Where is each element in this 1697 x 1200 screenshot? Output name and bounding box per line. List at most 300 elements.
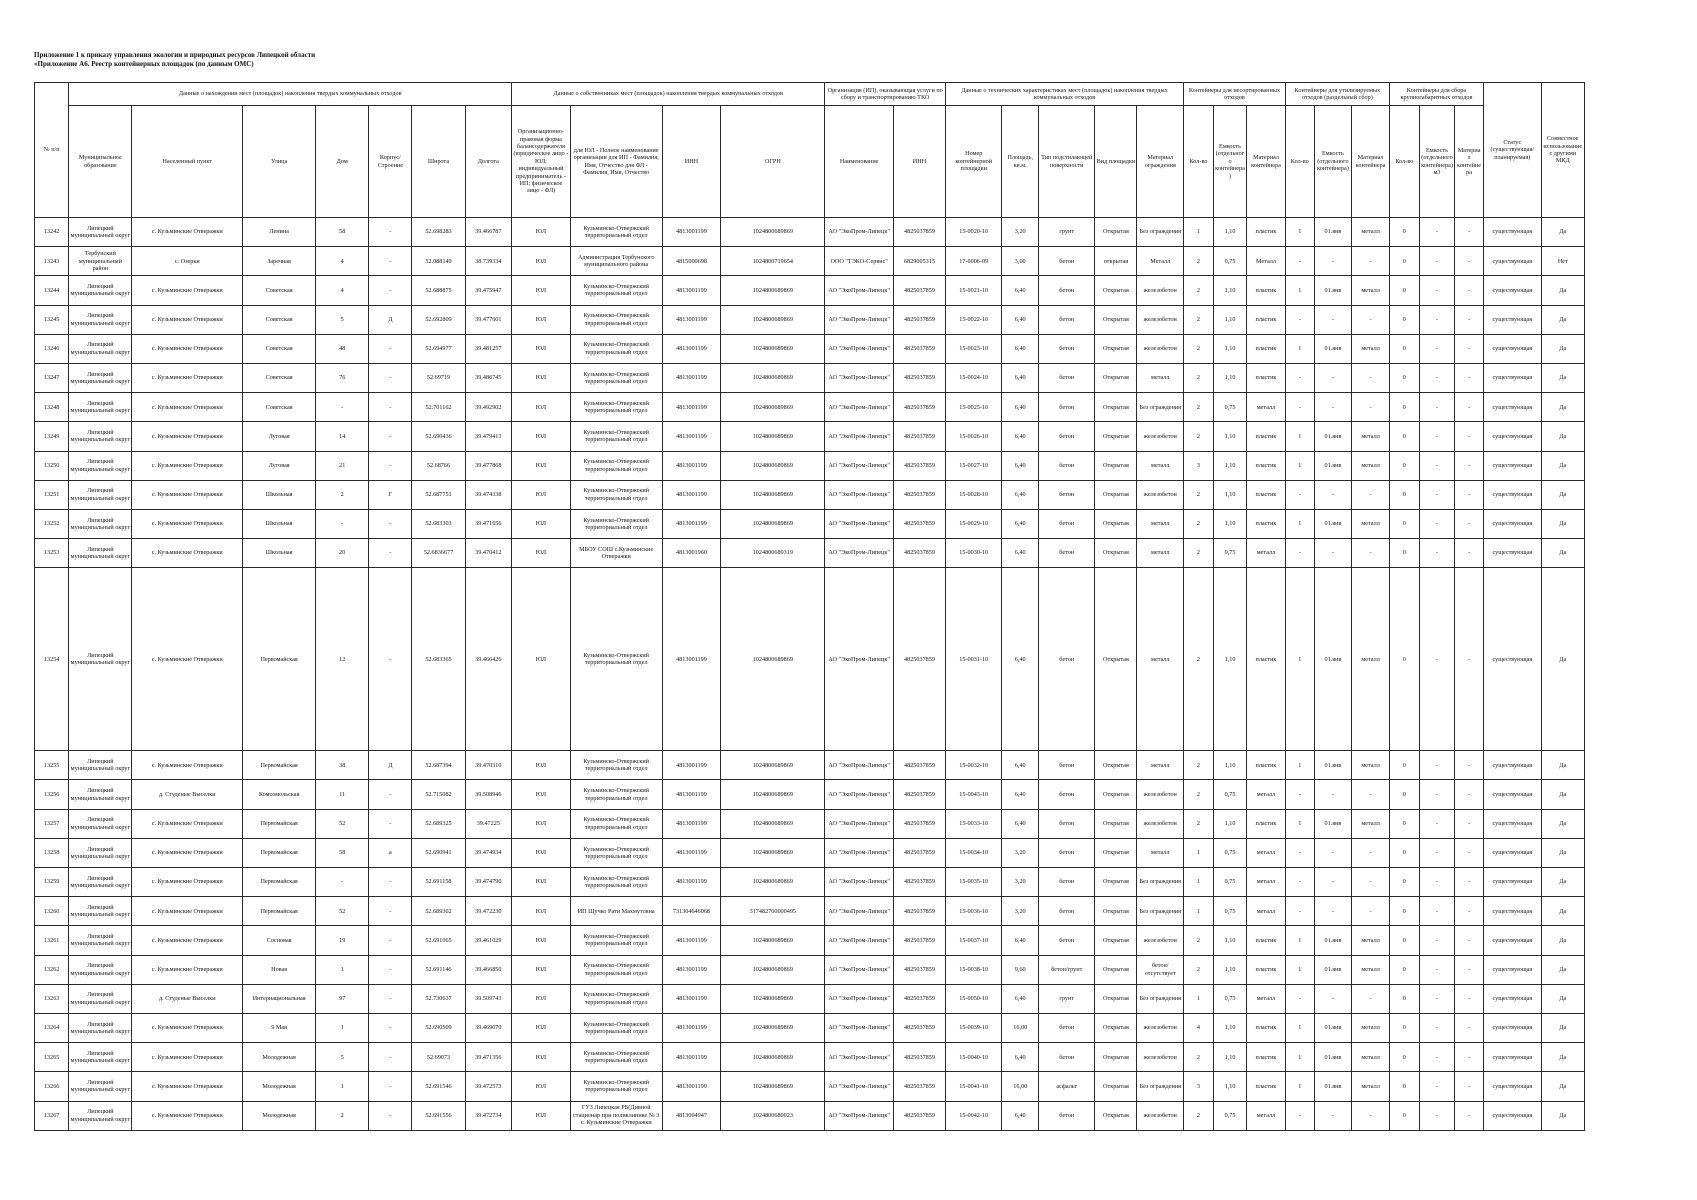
table-cell: - bbox=[1419, 838, 1454, 867]
table-cell: 15-0025-10 bbox=[946, 393, 1002, 422]
table-cell: Кузьминско-Отвержский территориальный отдел bbox=[570, 1072, 662, 1101]
table-cell: пластик bbox=[1247, 218, 1286, 247]
table-cell: 16,00 bbox=[1002, 1072, 1039, 1101]
table-cell: 52.69719 bbox=[412, 363, 465, 392]
table-cell: Да bbox=[1541, 509, 1584, 538]
table-cell: Липецкий муниципальный округ bbox=[69, 276, 132, 305]
table-cell: 13245 bbox=[35, 305, 69, 334]
table-cell: с. Кузьминские Отверажки bbox=[132, 218, 243, 247]
table-cell: 4813001199 bbox=[662, 868, 721, 897]
table-cell: - bbox=[1419, 868, 1454, 897]
table-cell: 52.687751 bbox=[412, 480, 465, 509]
table-cell: железобетон bbox=[1137, 305, 1184, 334]
table-cell: 1024800689869 bbox=[721, 334, 825, 363]
table-row bbox=[35, 751, 1585, 780]
table-cell: Кузьминско-Отвержский территориальный отдел bbox=[570, 480, 662, 509]
table-cell: 6,40 bbox=[1002, 276, 1039, 305]
table-cell: Да bbox=[1541, 1013, 1584, 1042]
table-cell: 1,10 bbox=[1213, 218, 1246, 247]
table-cell: Открытая bbox=[1095, 751, 1137, 780]
table-cell: - bbox=[1314, 363, 1352, 392]
table-cell: - bbox=[1455, 926, 1484, 955]
table-cell: 4813001199 bbox=[662, 955, 721, 984]
table-cell: Открытая bbox=[1095, 1101, 1137, 1130]
table-cell: 52.694977 bbox=[412, 334, 465, 363]
table-cell: - bbox=[369, 1072, 412, 1101]
table-cell: - bbox=[1419, 276, 1454, 305]
table-cell: - bbox=[1352, 305, 1390, 334]
table-cell: бетон/грунт bbox=[1038, 955, 1094, 984]
table-cell: Кузьминско-Отвержский территориальный отдел bbox=[570, 780, 662, 809]
table-cell: 6,40 bbox=[1002, 984, 1039, 1013]
table-cell: 1 bbox=[1285, 218, 1314, 247]
table-cell: 15-0024-10 bbox=[946, 363, 1002, 392]
table-cell: Липецкий муниципальный округ bbox=[69, 897, 132, 926]
table-cell: АО "ЭкоПром-Липецк" bbox=[825, 363, 894, 392]
table-cell: 15-0037-10 bbox=[946, 926, 1002, 955]
table-cell: 6,40 bbox=[1002, 809, 1039, 838]
table-cell: Кузьминско-Отвержский территориальный отдел bbox=[570, 926, 662, 955]
table-cell: - bbox=[1419, 568, 1454, 751]
table-cell: - bbox=[1455, 218, 1484, 247]
table-cell: металл bbox=[1352, 276, 1390, 305]
table-cell: Да bbox=[1541, 334, 1584, 363]
table-row bbox=[35, 1072, 1585, 1101]
table-cell: Открытая bbox=[1095, 539, 1137, 568]
table-cell: пластик bbox=[1247, 509, 1286, 538]
table-cell: Липецкий муниципальный округ bbox=[69, 568, 132, 751]
table-cell: 4813001199 bbox=[662, 305, 721, 334]
table-cell: 15-0023-10 bbox=[946, 334, 1002, 363]
table-cell: 20 bbox=[316, 539, 369, 568]
table-cell: 0,75 bbox=[1213, 393, 1246, 422]
table-cell: - bbox=[1419, 218, 1454, 247]
table-row bbox=[35, 897, 1585, 926]
table-cell: 38.739334 bbox=[465, 247, 512, 276]
table-cell: 1024800689869 bbox=[721, 1013, 825, 1042]
table-cell: 6,40 bbox=[1002, 363, 1039, 392]
table-cell: ЮЛ bbox=[512, 838, 571, 867]
table-cell: 2 bbox=[1184, 539, 1214, 568]
table-cell: - bbox=[1314, 480, 1352, 509]
table-cell: грунт bbox=[1038, 218, 1094, 247]
table-cell: 4825037859 bbox=[893, 984, 945, 1013]
table-cell: существующая bbox=[1484, 926, 1542, 955]
table-cell: - bbox=[1455, 568, 1484, 751]
table-cell: 0 bbox=[1389, 1072, 1419, 1101]
table-cell: бетон bbox=[1038, 568, 1094, 751]
table-cell: - bbox=[1419, 334, 1454, 363]
table-cell: Липецкий муниципальный округ bbox=[69, 480, 132, 509]
table-cell: Да bbox=[1541, 751, 1584, 780]
table-cell: ЮЛ bbox=[512, 393, 571, 422]
table-cell: металл bbox=[1137, 838, 1184, 867]
table-cell: 6,40 bbox=[1002, 780, 1039, 809]
table-cell: существующая bbox=[1484, 809, 1542, 838]
table-cell: 01.янв bbox=[1314, 955, 1352, 984]
table-cell: Да bbox=[1541, 984, 1584, 1013]
table-cell: 4813001199 bbox=[662, 838, 721, 867]
table-row bbox=[35, 868, 1585, 897]
table-cell: 13263 bbox=[35, 984, 69, 1013]
table-cell: существующая bbox=[1484, 276, 1542, 305]
table-cell: Советская bbox=[243, 305, 316, 334]
table-cell: 4825037859 bbox=[893, 1013, 945, 1042]
table-cell: 52.687394 bbox=[412, 751, 465, 780]
table-cell: Открытая bbox=[1095, 1072, 1137, 1101]
table-cell: 4825037859 bbox=[893, 838, 945, 867]
table-cell: 6,40 bbox=[1002, 568, 1039, 751]
table-cell: ЮЛ bbox=[512, 451, 571, 480]
table-cell: металл bbox=[1137, 363, 1184, 392]
table-cell: - bbox=[369, 247, 412, 276]
table-cell: Да bbox=[1541, 868, 1584, 897]
table-cell: 1,10 bbox=[1213, 451, 1246, 480]
table-cell: 1,10 bbox=[1213, 926, 1246, 955]
table-cell: 1,10 bbox=[1213, 1043, 1246, 1072]
table-cell: - bbox=[1419, 1013, 1454, 1042]
table-cell: существующая bbox=[1484, 480, 1542, 509]
table-cell: - bbox=[1455, 451, 1484, 480]
table-cell: - bbox=[1455, 393, 1484, 422]
table-cell: Первомайская bbox=[243, 897, 316, 926]
table-cell: 1 bbox=[1184, 838, 1214, 867]
table-cell: 1,10 bbox=[1213, 751, 1246, 780]
table-cell: д. Студеные Выселки bbox=[132, 780, 243, 809]
table-cell: Да bbox=[1541, 480, 1584, 509]
col-street-header: Улица bbox=[243, 106, 316, 218]
table-cell: - bbox=[1419, 809, 1454, 838]
table-cell: бетон bbox=[1038, 926, 1094, 955]
table-cell: 4825037859 bbox=[893, 1101, 945, 1130]
table-cell: АО "ЭкоПром-Липецк" bbox=[825, 451, 894, 480]
table-cell: 1024800689869 bbox=[721, 276, 825, 305]
table-cell: - bbox=[369, 539, 412, 568]
table-cell: 13252 bbox=[35, 509, 69, 538]
table-cell: - bbox=[1419, 247, 1454, 276]
table-cell: 4813001960 bbox=[662, 539, 721, 568]
table-cell: - bbox=[369, 509, 412, 538]
table-cell: 39.477868 bbox=[465, 451, 512, 480]
table-cell: Ленина bbox=[243, 218, 316, 247]
table-cell: пластик bbox=[1247, 568, 1286, 751]
table-cell: а bbox=[369, 838, 412, 867]
table-cell: металл bbox=[1137, 509, 1184, 538]
table-cell: Первомайская bbox=[243, 751, 316, 780]
table-cell: пластик bbox=[1247, 451, 1286, 480]
col-number-header: № п/п bbox=[35, 83, 69, 218]
table-cell: 15-0050-10 bbox=[946, 984, 1002, 1013]
col-surface-header: Тип подстилающей поверхности bbox=[1038, 106, 1094, 218]
table-cell: - bbox=[1419, 422, 1454, 451]
group-tech-header: Данные о технических характеристиках мест (площадок) накопления твердых коммунальных отходов bbox=[946, 83, 1184, 106]
table-cell: 4825037859 bbox=[893, 334, 945, 363]
table-cell: Открытая bbox=[1095, 897, 1137, 926]
table-cell: металл bbox=[1247, 897, 1286, 926]
table-cell: 4 bbox=[316, 276, 369, 305]
table-cell: 39.471356 bbox=[465, 1043, 512, 1072]
table-cell: 2 bbox=[1184, 480, 1214, 509]
table-cell: 58 bbox=[316, 838, 369, 867]
table-cell: Да bbox=[1541, 451, 1584, 480]
table-cell: 38 bbox=[316, 751, 369, 780]
table-cell: Липецкий муниципальный округ bbox=[69, 1101, 132, 1130]
table-cell: Открытая bbox=[1095, 218, 1137, 247]
table-cell: 52.690941 bbox=[412, 838, 465, 867]
table-cell: 2 bbox=[1184, 393, 1214, 422]
col-legal-form-header: Организационно-правовая форма балансодержателя (юридическое лицо - ЮЛ; индивидуальный предприниматель - ИП; физическое лицо - ФЛ) bbox=[512, 106, 571, 218]
table-cell: АО "ЭкоПром-Липецк" bbox=[825, 809, 894, 838]
title-line-1: Приложение 1 к приказу управления экологии и природных ресурсов Липецкой области bbox=[34, 51, 316, 59]
table-cell: 52 bbox=[316, 809, 369, 838]
table-cell: - bbox=[1285, 868, 1314, 897]
table-cell: ЮЛ bbox=[512, 480, 571, 509]
table-cell: 1,10 bbox=[1213, 480, 1246, 509]
table-cell: 0,75 bbox=[1213, 984, 1246, 1013]
col-recycled-material-header: Материал контейнера bbox=[1352, 106, 1390, 218]
group-bulky-header: Контейнеры для сбора крупногабаритных отходов bbox=[1389, 83, 1483, 106]
table-cell: Липецкий муниципальный округ bbox=[69, 218, 132, 247]
table-cell: 15-0026-10 bbox=[946, 422, 1002, 451]
table-cell: бетон bbox=[1038, 780, 1094, 809]
table-cell: 3,20 bbox=[1002, 218, 1039, 247]
table-cell: 2 bbox=[1184, 363, 1214, 392]
table-cell: Открытая bbox=[1095, 868, 1137, 897]
table-cell: железобетон bbox=[1137, 1043, 1184, 1072]
table-cell: АО "ЭкоПром-Липецк" bbox=[825, 393, 894, 422]
table-cell: - bbox=[1352, 363, 1390, 392]
table-cell: с. Кузьминские Отверажки bbox=[132, 809, 243, 838]
table-cell: 4825037859 bbox=[893, 897, 945, 926]
table-cell: 4825037859 bbox=[893, 1072, 945, 1101]
table-cell: 1,10 bbox=[1213, 1072, 1246, 1101]
table-cell: - bbox=[1285, 393, 1314, 422]
table-cell: АО "ЭкоПром-Липецк" bbox=[825, 480, 894, 509]
table-cell: ЮЛ bbox=[512, 218, 571, 247]
table-cell: пластик bbox=[1247, 363, 1286, 392]
table-cell: существующая bbox=[1484, 1043, 1542, 1072]
table-cell: Липецкий муниципальный округ bbox=[69, 955, 132, 984]
table-cell: Да bbox=[1541, 393, 1584, 422]
table-cell: АО "ЭкоПром-Липецк" bbox=[825, 1072, 894, 1101]
table-cell: - bbox=[1285, 780, 1314, 809]
table-cell: 13254 bbox=[35, 568, 69, 751]
table-cell: Г bbox=[369, 480, 412, 509]
table-cell: - bbox=[369, 809, 412, 838]
table-cell: 1024800689319 bbox=[721, 539, 825, 568]
col-bulky-qty-header: Кол-во bbox=[1389, 106, 1419, 218]
table-cell: АО "ЭкоПром-Липецк" bbox=[825, 897, 894, 926]
table-cell: 39.477601 bbox=[465, 305, 512, 334]
table-cell: - bbox=[1314, 1101, 1352, 1130]
table-cell: - bbox=[1419, 305, 1454, 334]
table-cell: с. Кузьминские Отверажки bbox=[132, 276, 243, 305]
table-cell: бетон bbox=[1038, 751, 1094, 780]
table-cell: бетон bbox=[1038, 247, 1094, 276]
table-cell: бетон bbox=[1038, 393, 1094, 422]
table-cell: 1 bbox=[1285, 1043, 1314, 1072]
table-cell: с. Кузьминские Отверажки bbox=[132, 393, 243, 422]
table-cell: - bbox=[369, 780, 412, 809]
table-cell: - bbox=[369, 276, 412, 305]
table-cell: - bbox=[369, 1101, 412, 1130]
group-unsorted-header: Контейнеры для несортированных отходов bbox=[1184, 83, 1286, 106]
table-cell: АО "ЭкоПром-Липецк" bbox=[825, 838, 894, 867]
table-cell: 1024800689869 bbox=[721, 451, 825, 480]
table-cell: металл bbox=[1247, 984, 1286, 1013]
table-cell: Открытая bbox=[1095, 393, 1137, 422]
table-cell: Липецкий муниципальный округ bbox=[69, 334, 132, 363]
table-cell: 1,10 bbox=[1213, 422, 1246, 451]
table-cell: металл bbox=[1352, 509, 1390, 538]
table-cell: АО "ЭкоПром-Липецк" bbox=[825, 568, 894, 751]
table-cell: - bbox=[1455, 955, 1484, 984]
table-cell: 1 bbox=[1285, 334, 1314, 363]
table-cell: 4813001199 bbox=[662, 1013, 721, 1042]
table-cell: Заречная bbox=[243, 247, 316, 276]
table-cell: 1,10 bbox=[1213, 568, 1246, 751]
table-cell: - bbox=[1285, 539, 1314, 568]
table-cell: с. Кузьминские Отверажки bbox=[132, 568, 243, 751]
table-cell: - bbox=[1285, 897, 1314, 926]
table-cell: 0 bbox=[1389, 1043, 1419, 1072]
table-cell: - bbox=[1314, 838, 1352, 867]
table-cell: Администрация Тербунского муниципального района bbox=[570, 247, 662, 276]
table-cell: 1 bbox=[1285, 955, 1314, 984]
table-cell: - bbox=[1285, 247, 1314, 276]
table-row bbox=[35, 218, 1585, 247]
table-cell: 1024800689869 bbox=[721, 1072, 825, 1101]
table-cell: 4 bbox=[316, 247, 369, 276]
table-cell: 1024800689869 bbox=[721, 1043, 825, 1072]
table-cell: бетон bbox=[1038, 422, 1094, 451]
table-cell: с. Кузьминские Отверажки bbox=[132, 422, 243, 451]
table-cell: Липецкий муниципальный округ bbox=[69, 422, 132, 451]
col-operator-name-header: Наименование bbox=[825, 106, 894, 218]
table-cell: - bbox=[1285, 1101, 1314, 1130]
table-cell: - bbox=[1352, 984, 1390, 1013]
table-cell: 6,40 bbox=[1002, 1043, 1039, 1072]
table-cell: бетон bbox=[1038, 334, 1094, 363]
table-cell: - bbox=[1455, 305, 1484, 334]
table-cell: - bbox=[1285, 480, 1314, 509]
table-cell: 9,60 bbox=[1002, 955, 1039, 984]
table-cell: 52.698283 bbox=[412, 218, 465, 247]
table-cell: 39.509743 bbox=[465, 984, 512, 1013]
table-cell: АО "ЭкоПром-Липецк" bbox=[825, 926, 894, 955]
table-cell: - bbox=[369, 1043, 412, 1072]
table-cell: 52.691546 bbox=[412, 1072, 465, 1101]
col-building-header: Корпус/Строение bbox=[369, 106, 412, 218]
table-cell: 1024800689869 bbox=[721, 838, 825, 867]
table-cell: - bbox=[369, 451, 412, 480]
table-cell: 15-0042-10 bbox=[946, 1101, 1002, 1130]
table-cell: 15-0039-10 bbox=[946, 1013, 1002, 1042]
table-cell: 4813001199 bbox=[662, 218, 721, 247]
table-cell: Открытая bbox=[1095, 334, 1137, 363]
table-cell: 1024800689869 bbox=[721, 305, 825, 334]
table-cell: 39.474338 bbox=[465, 480, 512, 509]
table-cell: 0 bbox=[1389, 568, 1419, 751]
table-cell: - bbox=[1352, 1101, 1390, 1130]
table-cell: Липецкий муниципальный округ bbox=[69, 809, 132, 838]
table-cell: Первомайская bbox=[243, 568, 316, 751]
table-cell: 1024800680023 bbox=[721, 1101, 825, 1130]
table-cell: бетон bbox=[1038, 509, 1094, 538]
table-cell: - bbox=[316, 393, 369, 422]
table-cell: ЮЛ bbox=[512, 868, 571, 897]
table-cell: 6,40 bbox=[1002, 926, 1039, 955]
table-cell: - bbox=[369, 955, 412, 984]
table-cell: - bbox=[1419, 480, 1454, 509]
table-cell: железобетон bbox=[1137, 926, 1184, 955]
table-cell: 0,75 bbox=[1213, 539, 1246, 568]
table-cell: - bbox=[369, 422, 412, 451]
table-cell: 0 bbox=[1389, 305, 1419, 334]
table-cell: - bbox=[1455, 751, 1484, 780]
table-cell: Первомайская bbox=[243, 809, 316, 838]
table-cell: ЮЛ bbox=[512, 955, 571, 984]
table-cell: Открытая bbox=[1095, 363, 1137, 392]
table-cell: металл bbox=[1352, 809, 1390, 838]
table-cell: Кузьминско-Отвержский территориальный отдел bbox=[570, 451, 662, 480]
table-cell: 39.470310 bbox=[465, 751, 512, 780]
table-cell: 52.690509 bbox=[412, 1013, 465, 1042]
table-cell: 1 bbox=[316, 1013, 369, 1042]
table-cell: ЮЛ bbox=[512, 568, 571, 751]
table-cell: 39.472734 bbox=[465, 1101, 512, 1130]
table-cell: 01.янв bbox=[1314, 1072, 1352, 1101]
table-cell: 3 bbox=[1184, 1072, 1214, 1101]
table-cell: металл bbox=[1352, 451, 1390, 480]
table-row bbox=[35, 568, 1585, 751]
table-cell: 1 bbox=[1285, 451, 1314, 480]
table-cell: 1024800689869 bbox=[721, 568, 825, 751]
table-cell: ЮЛ bbox=[512, 1101, 571, 1130]
table-cell: бетон bbox=[1038, 276, 1094, 305]
table-cell: 4813001199 bbox=[662, 276, 721, 305]
table-cell: 1024800689869 bbox=[721, 955, 825, 984]
table-cell: 4825037859 bbox=[893, 422, 945, 451]
col-unsorted-volume-header: Емкость (отдельного контейнера) bbox=[1213, 106, 1246, 218]
table-cell: 52.683365 bbox=[412, 568, 465, 751]
table-cell: бетон bbox=[1038, 1013, 1094, 1042]
table-cell: 15-0040-10 bbox=[946, 1043, 1002, 1072]
table-cell: 1 bbox=[1285, 509, 1314, 538]
table-row bbox=[35, 305, 1585, 334]
table-cell: 0 bbox=[1389, 451, 1419, 480]
table-cell: - bbox=[1419, 509, 1454, 538]
table-cell: 0 bbox=[1389, 868, 1419, 897]
table-cell: - bbox=[1455, 780, 1484, 809]
table-cell: 1 bbox=[316, 955, 369, 984]
table-cell: АО "ЭкоПром-Липецк" bbox=[825, 539, 894, 568]
table-cell: Да bbox=[1541, 780, 1584, 809]
table-cell: 4815000698 bbox=[662, 247, 721, 276]
table-cell: с. Кузьминские Отверажки bbox=[132, 751, 243, 780]
col-status-header: Статус (существующая/ планируемая) bbox=[1484, 83, 1542, 218]
table-cell: Тербунский муниципальный район bbox=[69, 247, 132, 276]
table-cell: металл bbox=[1352, 568, 1390, 751]
table-cell: Липецкий муниципальный округ bbox=[69, 509, 132, 538]
table-cell: - bbox=[369, 218, 412, 247]
table-cell: Металл bbox=[1137, 247, 1184, 276]
table-cell: 6,40 bbox=[1002, 451, 1039, 480]
table-cell: 4825037859 bbox=[893, 1043, 945, 1072]
table-cell: 2 bbox=[1184, 305, 1214, 334]
table-cell: металл bbox=[1352, 218, 1390, 247]
table-cell: 1 bbox=[1184, 868, 1214, 897]
